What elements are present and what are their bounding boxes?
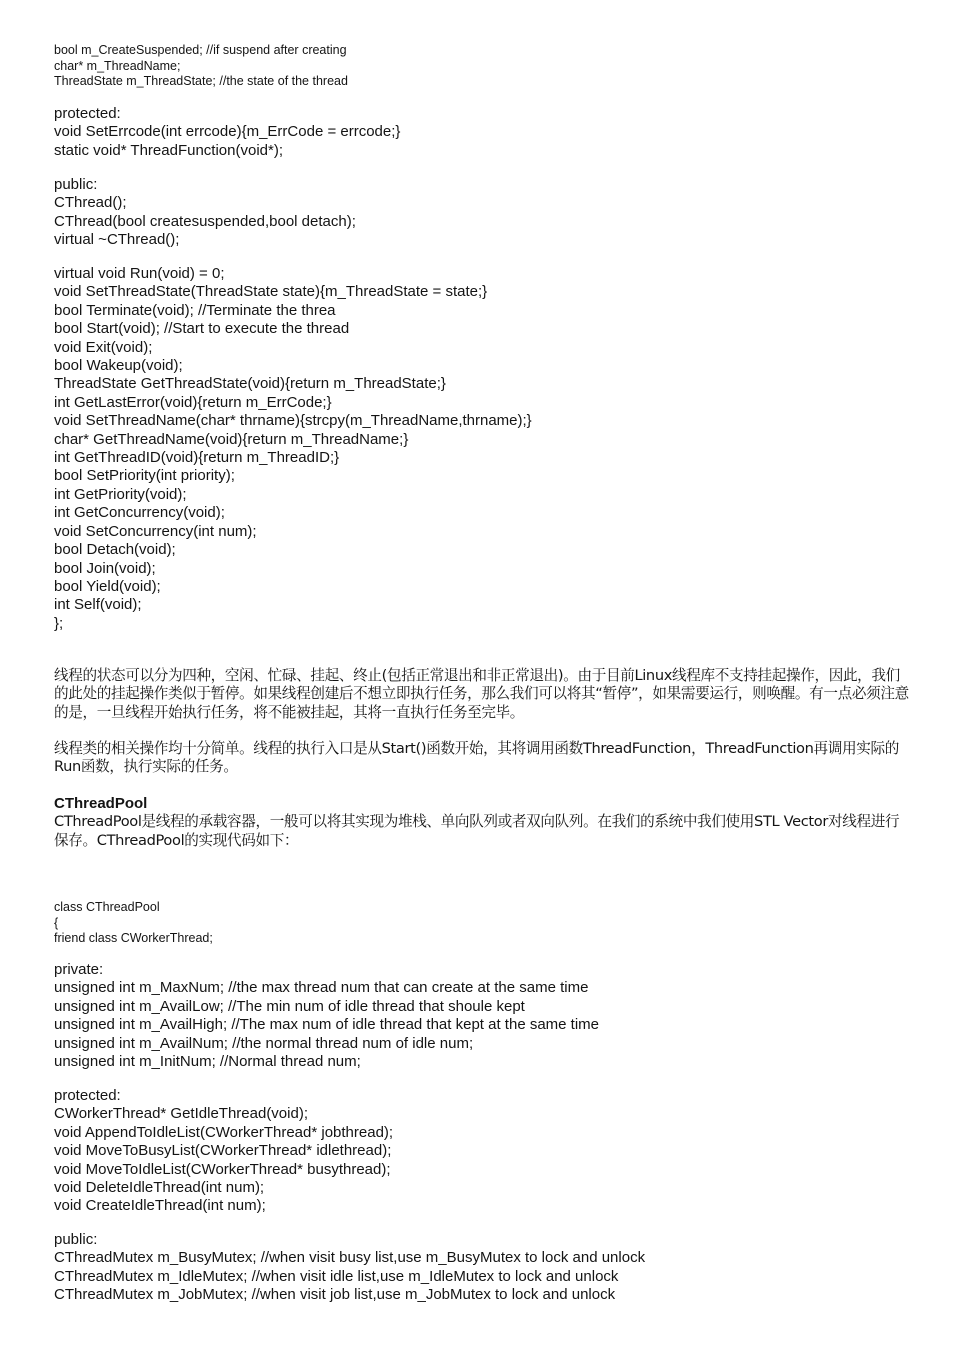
code-line: void SetThreadState(ThreadState state){m_ThreadState = state;} bbox=[54, 283, 488, 301]
code-line: int Self(void); bbox=[54, 596, 142, 614]
code-line: CThread(bool createsuspended,bool detach); bbox=[54, 212, 356, 230]
code-line: int GetConcurrency(void); bbox=[54, 504, 225, 522]
code-line: { bbox=[54, 915, 59, 930]
paragraph-thread-operations bbox=[54, 740, 910, 777]
paragraph-text: 线程类的相关操作均十分简单。线程的执行入口是从Start()函数开始，其将调用函数ThreadFunction，ThreadFunction再调用实际的Run函数，执行实际的任务。 bbox=[54, 740, 899, 776]
code-line: void SetThreadName(char* thrname){strcpy(m_ThreadName,thrname);} bbox=[54, 412, 532, 430]
code-block-pool-protected bbox=[54, 1087, 393, 1216]
code-line: bool Terminate(void); //Terminate the threa bbox=[54, 301, 336, 319]
code-line: void MoveToBusyList(CWorkerThread* idlethread); bbox=[54, 1142, 392, 1160]
code-line: friend class CWorkerThread; bbox=[54, 931, 213, 945]
code-line: CWorkerThread* GetIdleThread(void); bbox=[54, 1105, 308, 1123]
code-line: void CreateIdleThread(int num); bbox=[54, 1197, 266, 1215]
code-line: bool m_CreateSuspended; //if suspend after creating bbox=[54, 43, 347, 57]
code-block-methods bbox=[54, 265, 532, 633]
code-line: virtual void Run(void) = 0; bbox=[54, 265, 225, 282]
code-line: void SetConcurrency(int num); bbox=[54, 522, 257, 540]
code-line: void MoveToIdleList(CWorkerThread* busythread); bbox=[54, 1160, 391, 1178]
code-line: CThreadMutex m_JobMutex; //when visit job list,use m_JobMutex to lock and unlock bbox=[54, 1286, 616, 1304]
code-line: protected: bbox=[54, 1087, 121, 1104]
section-cthreadpool bbox=[54, 795, 910, 850]
code-line: bool Wakeup(void); bbox=[54, 357, 183, 375]
code-line: unsigned int m_AvailNum; //the normal thread num of idle num; bbox=[54, 1034, 474, 1052]
code-line: int GetThreadID(void){return m_ThreadID;} bbox=[54, 449, 340, 467]
code-line: unsigned int m_AvailLow; //The min num of idle thread that shoule kept bbox=[54, 997, 525, 1015]
code-line: static void* ThreadFunction(void*); bbox=[54, 141, 283, 159]
code-line: unsigned int m_MaxNum; //the max thread num that can create at the same time bbox=[54, 979, 589, 997]
code-line: char* m_ThreadName; bbox=[54, 58, 181, 73]
code-line: bool Join(void); bbox=[54, 559, 156, 577]
code-line: bool SetPriority(int priority); bbox=[54, 467, 235, 485]
code-line: protected: bbox=[54, 105, 121, 122]
paragraph-text: 线程的状态可以分为四种，空闲、忙碌、挂起、终止(包括正常退出和非正常退出)。由于目前Linux线程库不支持挂起操作，因此，我们的此处的挂起操作类似于暂停。如果线程创建后不想立即执行任务，那么我们可以将其“暂停”，如果需要运行，则唤醒。有一点必须注意的是，一旦线程开始执行任务，将不能被挂起，其将一直执行任务至完毕。 bbox=[54, 667, 909, 721]
code-line: ThreadState GetThreadState(void){return m_ThreadState;} bbox=[54, 375, 446, 393]
code-line: CThreadMutex m_BusyMutex; //when visit busy list,use m_BusyMutex to lock and unlock bbox=[54, 1249, 646, 1267]
paragraph-thread-states bbox=[54, 667, 910, 722]
code-line: CThreadMutex m_IdleMutex; //when visit idle list,use m_IdleMutex to lock and unlock bbox=[54, 1267, 619, 1285]
code-line: }; bbox=[54, 614, 64, 632]
code-line: void DeleteIdleThread(int num); bbox=[54, 1179, 265, 1197]
code-line: private: bbox=[54, 961, 104, 978]
code-line: ThreadState m_ThreadState; //the state of the thread bbox=[54, 74, 348, 88]
code-line: int GetPriority(void); bbox=[54, 485, 187, 503]
code-line: public: bbox=[54, 1231, 98, 1248]
code-block-class-header bbox=[54, 900, 213, 947]
code-line: void AppendToIdleList(CWorkerThread* jobthread); bbox=[54, 1123, 394, 1141]
code-block-protected bbox=[54, 105, 400, 160]
code-block-pool-public bbox=[54, 1231, 645, 1305]
code-line: class CThreadPool bbox=[54, 900, 160, 914]
code-line: bool Yield(void); bbox=[54, 577, 161, 595]
code-line: void SetErrcode(int errcode){m_ErrCode = errcode;} bbox=[54, 123, 401, 141]
code-line: virtual ~CThread(); bbox=[54, 231, 180, 249]
code-block-public bbox=[54, 176, 356, 250]
code-line: unsigned int m_InitNum; //Normal thread num; bbox=[54, 1053, 361, 1071]
code-line: public: bbox=[54, 176, 98, 193]
code-line: CThread(); bbox=[54, 194, 127, 212]
code-block-members bbox=[54, 43, 348, 90]
code-block-private bbox=[54, 961, 599, 1071]
code-line: bool Detach(void); bbox=[54, 541, 176, 559]
paragraph-text: CThreadPool是线程的承载容器，一般可以将其实现为堆栈、单向队列或者双向队列。在我们的系统中我们使用STL Vector对线程进行保存。CThreadPool的实现代码如下： bbox=[54, 813, 900, 849]
code-line: int GetLastError(void){return m_ErrCode;} bbox=[54, 393, 332, 411]
section-heading: CThreadPool bbox=[54, 795, 148, 812]
code-line: bool Start(void); //Start to execute the thread bbox=[54, 320, 350, 338]
code-line: void Exit(void); bbox=[54, 338, 153, 356]
code-line: char* GetThreadName(void){return m_ThreadName;} bbox=[54, 430, 409, 448]
code-line: unsigned int m_AvailHigh; //The max num of idle thread that kept at the same time bbox=[54, 1016, 600, 1034]
